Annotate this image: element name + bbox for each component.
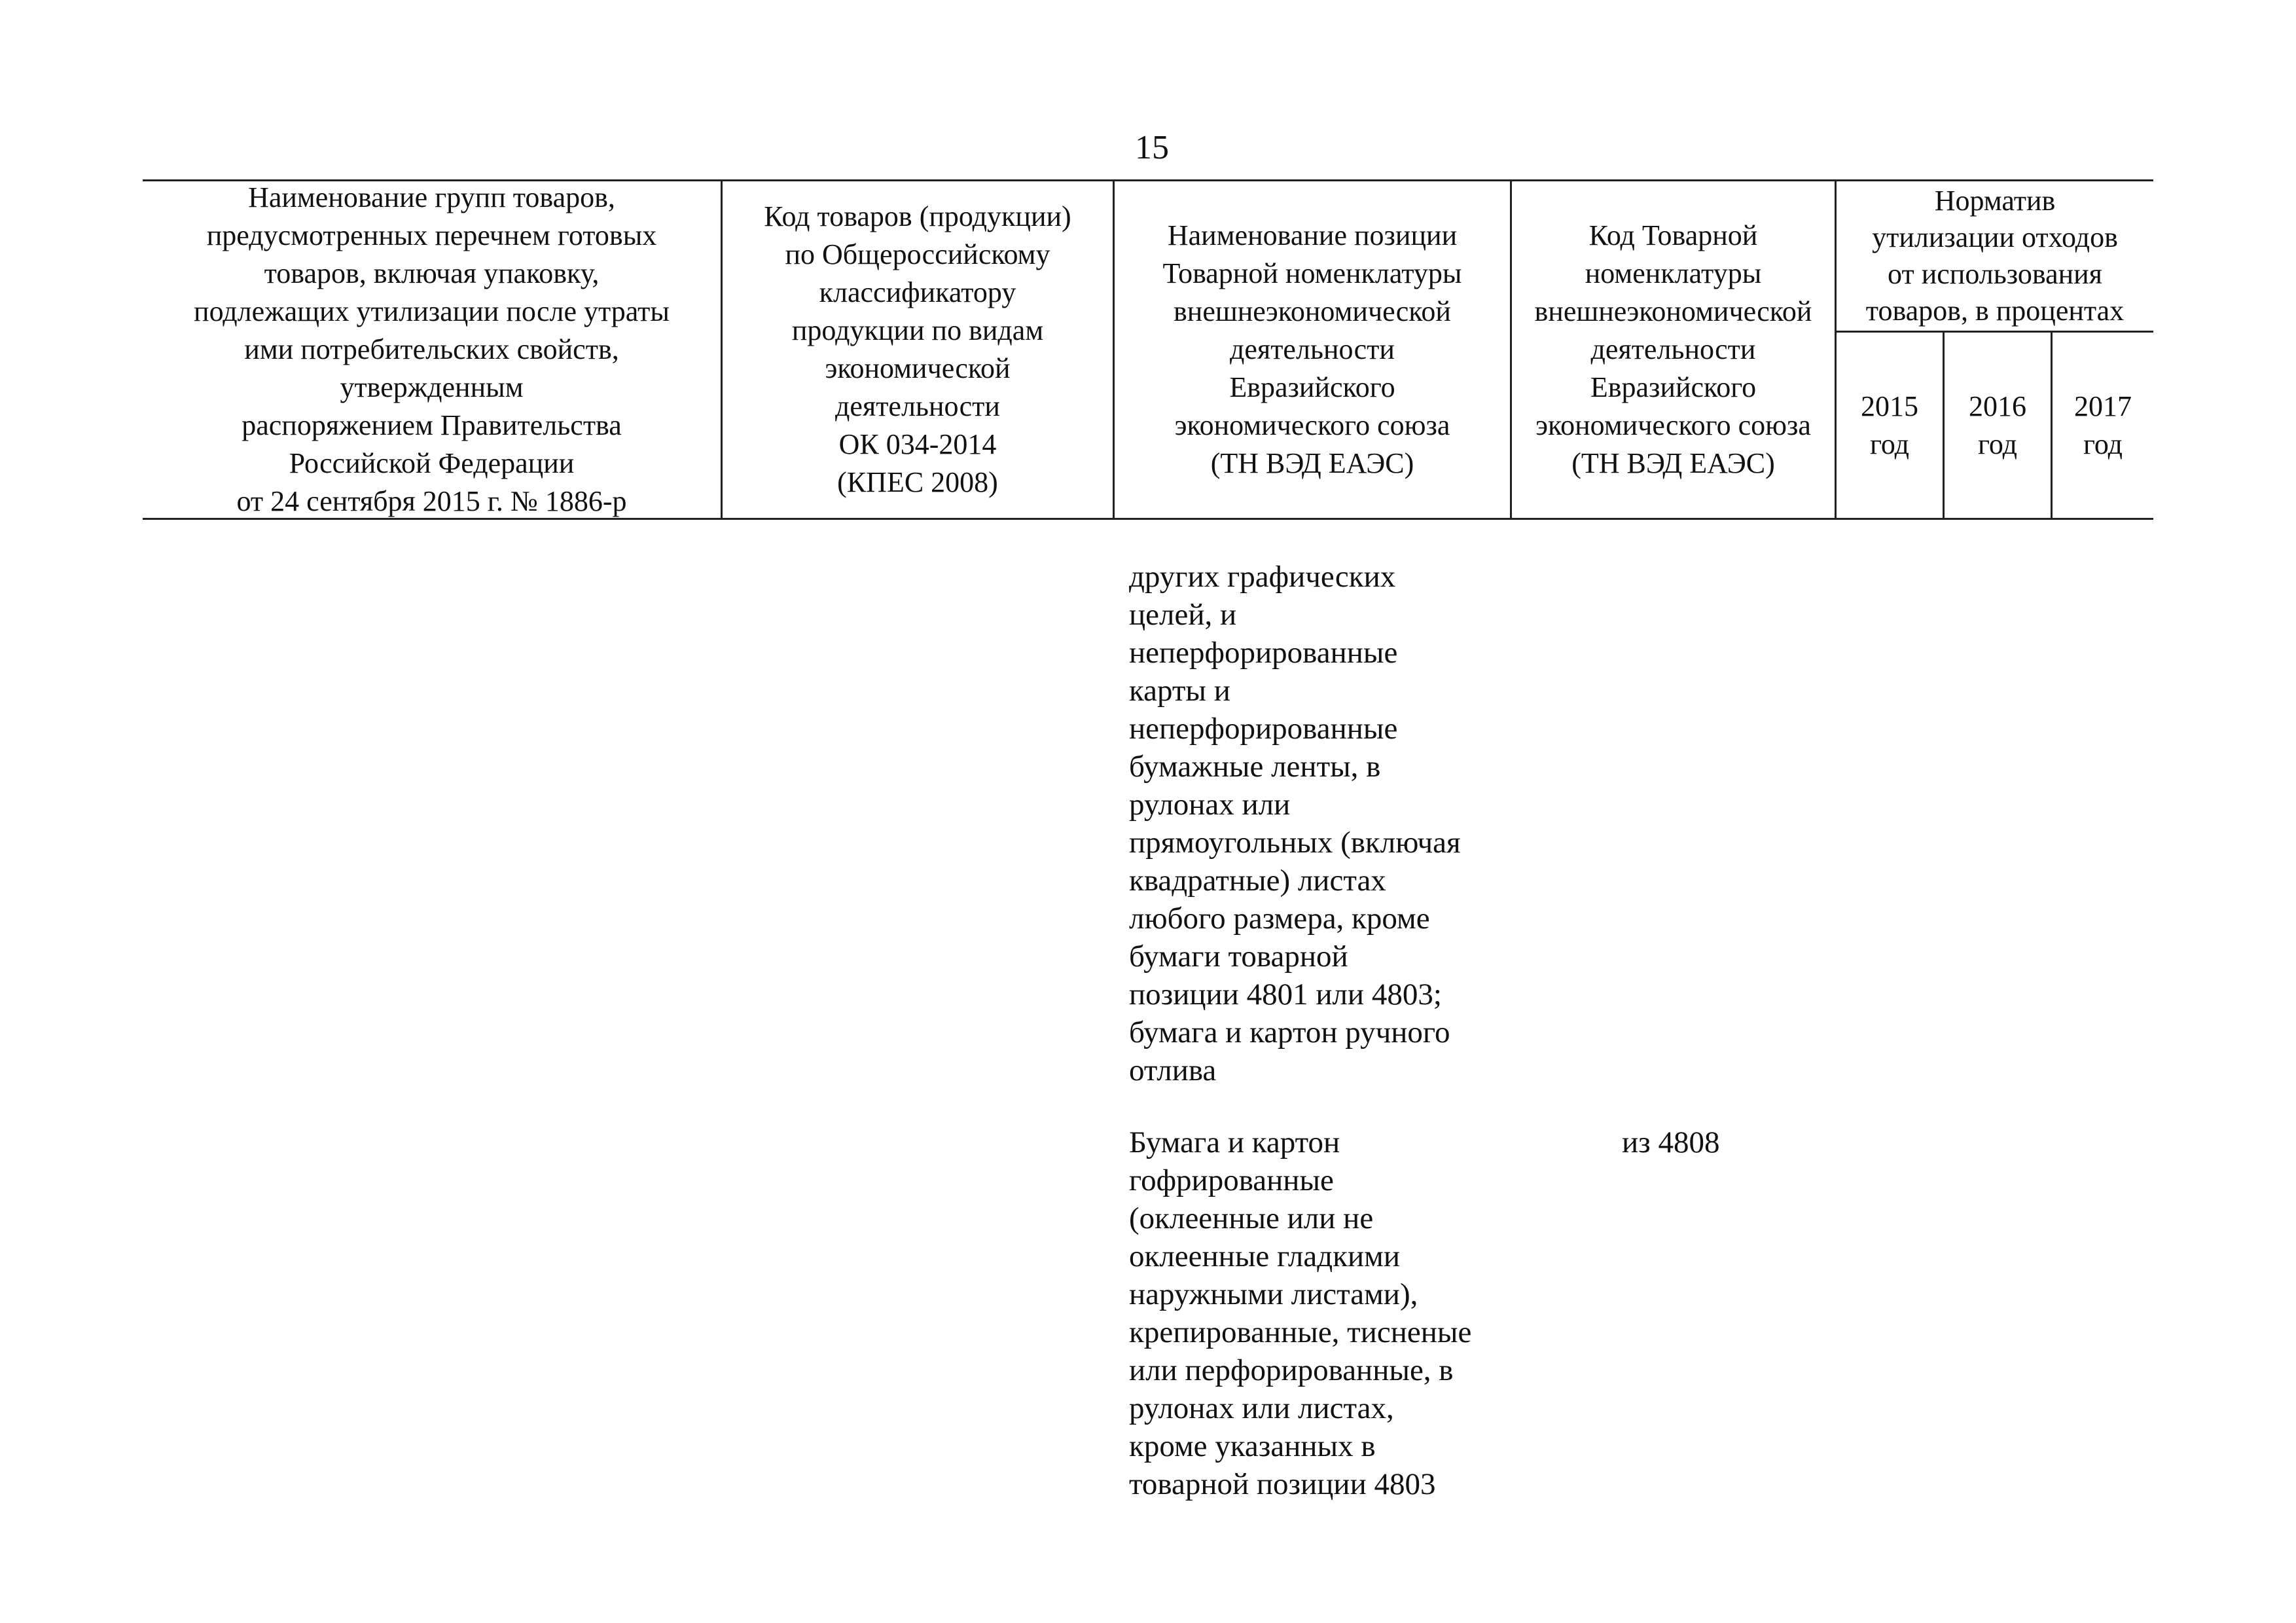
header-tnved-name-line: (ТН ВЭД ЕАЭС) [1210,447,1414,479]
header-okpd-code [723,181,1113,518]
row-2-tnved-code: из 4808 [1622,1125,1720,1159]
year-label: 2016 [1969,390,2026,422]
header-tnved-code-line: экономического союза [1535,409,1811,441]
header-tnved-name-line: экономического союза [1174,409,1450,441]
header-tnved-code-line: внешнеэкономической [1534,295,1812,327]
description-line: прямоугольных (включая [1129,826,1461,860]
description-line: отлива [1129,1053,1217,1087]
description-line: Бумага и картон [1129,1125,1340,1159]
header-tnved-code-line: Код Товарной [1588,219,1758,251]
header-year-2016 [1945,333,2051,518]
header-goods-group-line: Российской Федерации [289,447,575,479]
description-line: бумага и картон ручного [1129,1015,1450,1049]
description-line: любого размера, кроме [1129,902,1430,936]
description-line: позиции 4801 или 4803; [1129,977,1442,1012]
header-recycling-norm-line: утилизации отходов [1872,221,2118,253]
header-tnved-name-line: деятельности [1230,333,1395,365]
year-suffix: год [2083,428,2123,460]
description-line: крепированные, тисненые [1129,1315,1472,1349]
header-okpd-code-line: (КПЕС 2008) [837,466,998,498]
page-number: 15 [1135,129,1169,166]
header-goods-group-line: Наименование групп товаров, [248,181,615,213]
row-1-description [1129,558,1461,1089]
header-year-2017 [2053,333,2153,518]
header-tnved-code [1512,181,1835,518]
header-tnved-name-line: внешнеэкономической [1174,295,1451,327]
description-line: других графических [1129,560,1396,594]
header-goods-group-line: утвержденным [340,371,524,403]
header-tnved-name-line: Евразийского [1229,371,1395,403]
header-recycling-norm [1837,181,2153,331]
description-line: рулонах или [1129,788,1291,822]
header-okpd-code-line: продукции по видам [791,314,1044,346]
header-tnved-name-line: Товарной номенклатуры [1162,257,1462,289]
header-okpd-code-line: классификатору [819,276,1016,308]
year-label: 2015 [1861,390,1918,422]
description-line: (оклеенные или не [1129,1201,1374,1235]
header-tnved-name [1115,181,1510,518]
header-tnved-code-line: деятельности [1590,333,1756,365]
description-line: бумажные ленты, в [1129,750,1381,784]
header-okpd-code-line: Код товаров (продукции) [764,200,1071,232]
header-goods-group-line: подлежащих утилизации после утраты [194,295,670,327]
description-line: бумаги товарной [1129,939,1348,974]
row-2-description [1129,1123,1471,1503]
header-tnved-code-line: номенклатуры [1585,257,1762,289]
header-recycling-norm-line: товаров, в процентах [1865,295,2125,327]
header-okpd-code-line: деятельности [835,390,1000,422]
description-line: неперфорированные [1129,636,1398,670]
description-line: товарной позиции 4803 [1129,1467,1436,1501]
year-label: 2017 [2074,390,2132,422]
header-tnved-name-line: Наименование позиции [1167,219,1458,251]
description-line: кроме указанных в [1129,1429,1376,1463]
header-okpd-code-line: ОК 034-2014 [838,428,997,460]
year-suffix: год [1977,428,2018,460]
description-line: карты и [1129,674,1230,708]
header-year-2015 [1837,333,1943,518]
header-goods-group [143,181,721,518]
header-goods-group-line: от 24 сентября 2015 г. № 1886-р [236,485,627,517]
year-suffix: год [1869,428,1910,460]
header-goods-group-line: товаров, включая упаковку, [264,257,600,289]
description-line: оклеенные гладкими [1129,1239,1401,1273]
description-line: целей, и [1129,598,1237,632]
description-line: квадратные) листах [1129,864,1386,898]
description-line: неперфорированные [1129,712,1398,746]
header-recycling-norm-line: Норматив [1934,185,2056,217]
description-line: гофрированные [1129,1163,1334,1197]
header-tnved-code-line: Евразийского [1590,371,1757,403]
description-line: наружными листами), [1129,1277,1418,1311]
header-goods-group-line: распоряжением Правительства [242,409,622,441]
header-tnved-code-line: (ТН ВЭД ЕАЭС) [1571,447,1775,479]
header-okpd-code-line: по Общероссийскому [785,238,1050,270]
description-line: или перфорированные, в [1129,1353,1454,1387]
header-goods-group-line: предусмотренных перечнем готовых [206,219,657,251]
description-line: рулонах или листах, [1129,1391,1394,1425]
header-recycling-norm-line: от использования [1888,258,2102,290]
header-goods-group-line: ими потребительских свойств, [244,333,619,365]
header-okpd-code-line: экономической [825,352,1011,384]
